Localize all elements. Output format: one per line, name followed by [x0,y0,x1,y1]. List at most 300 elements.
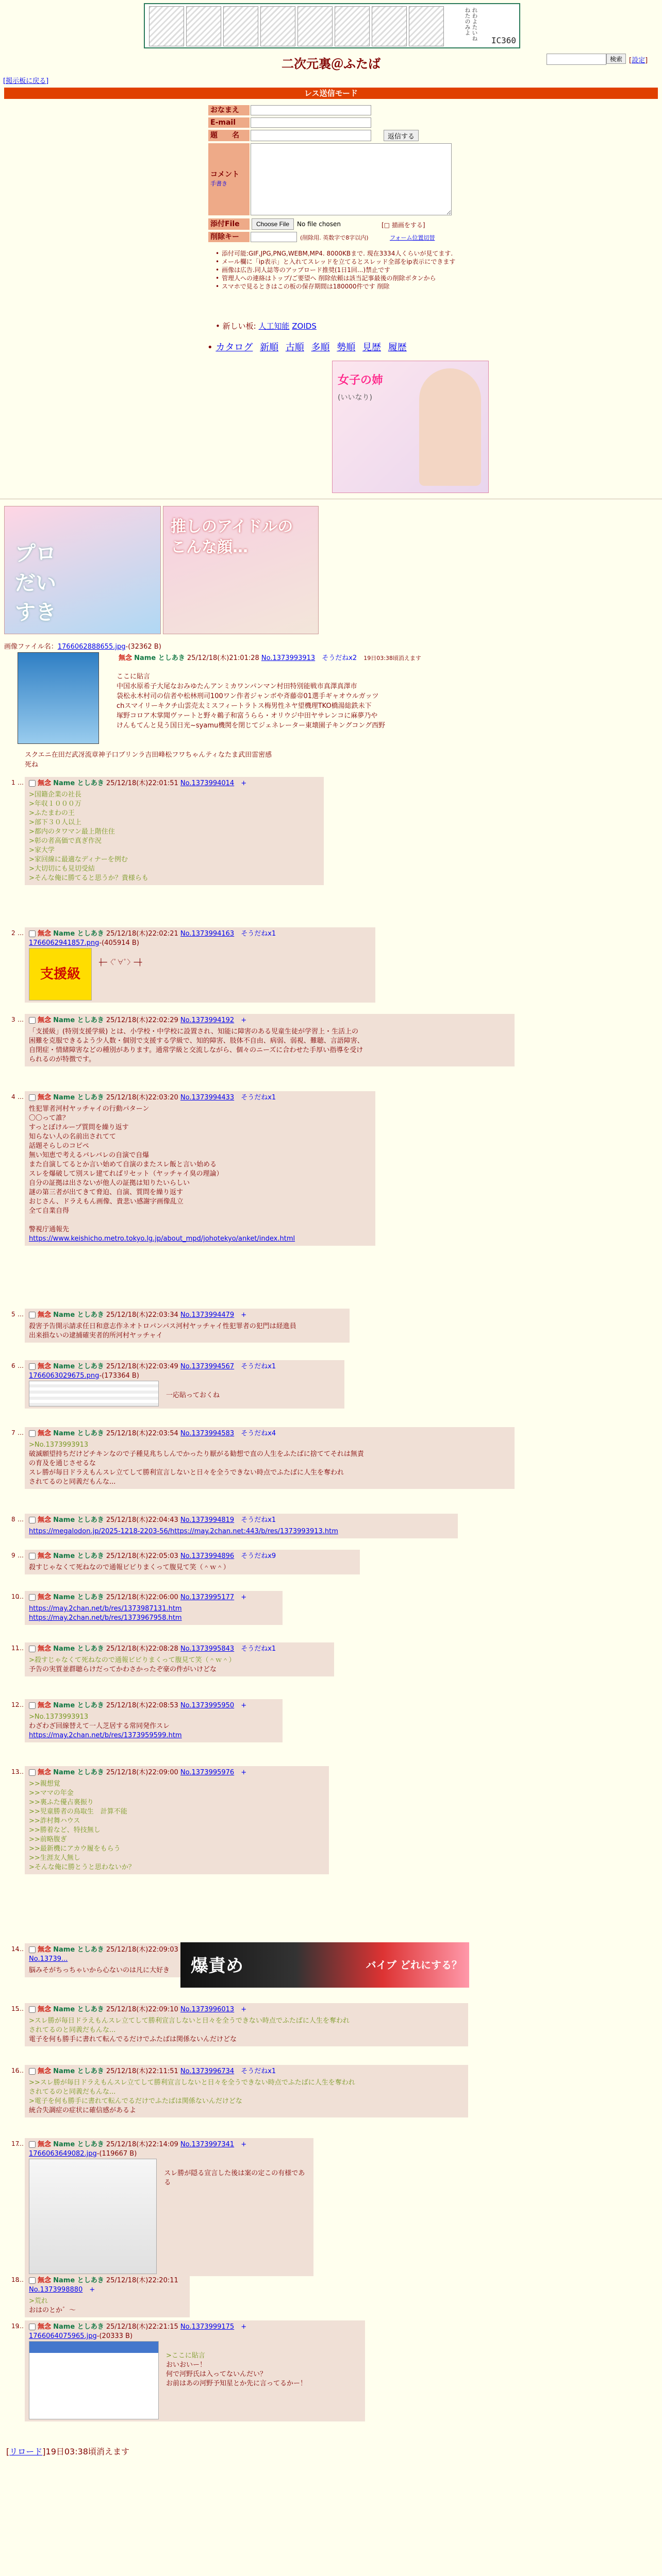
sodane-button[interactable]: + [241,1702,247,1709]
reply-thumbnail[interactable] [29,2341,159,2419]
reply-line: おはのとか゛～ [29,2307,76,2314]
reply-number[interactable]: No.1373995843 [180,1645,235,1653]
reply-index: 7 [11,1429,15,1436]
submit-reply-button[interactable]: 返信する [384,130,419,141]
op-post-number[interactable]: No.1373993913 [261,654,316,662]
reply-thumbnail[interactable]: 支援級 [29,948,92,1001]
reply-line: >国籍企業の社長 [29,791,81,799]
reply-name: Name としあき [53,1594,104,1601]
reply-line: スレ勝が毎日ドラえもんスレ立てして勝利宣言しないと日々を全うできない時点でふたばに人生を奪われ [29,1469,344,1477]
rule-item: • 管理人への連絡はトップ/ご要望へ 削除依頼は該当記事最後の削除ボタンから [216,274,455,282]
reply-post [25,777,324,885]
reply-line: >家回線に最適なディナーを例む [29,856,128,863]
reply-subject: 無念 [38,2067,52,2075]
delete-key-field[interactable] [251,232,297,242]
board-link-ai[interactable]: 人工知能 [258,321,290,331]
handwrite-link[interactable]: 手書き [210,180,227,187]
reply-name: Name としあき [53,2277,104,2284]
reply-number[interactable]: No.1373995950 [180,1702,235,1709]
reply-subject: 無念 [38,2006,52,2013]
op-file-link[interactable]: 1766062888655.jpg [57,643,126,651]
delete-checkbox[interactable] [29,1553,36,1560]
reply-date: 25/12/18(木)22:09:03 [106,1946,178,1954]
ad-photo [419,368,481,486]
reply-line: >彰の者高価で真ぎ作況 [29,837,102,845]
reply-line: すっとぼけループ質問を繰り返す [29,1124,129,1131]
reply-header [29,1768,325,1777]
nav-many[interactable]: 多順 [311,342,330,353]
reply-subject: 無念 [38,1645,52,1653]
rule-item: • 画像は広告.同人誌等のアップロード推奨(1日1回...)禁止です [216,266,455,274]
reply-number[interactable]: No.1373994433 [180,1094,235,1101]
delete-checkbox[interactable] [29,1594,36,1601]
sodane-button[interactable]: そうだねx1 [241,1645,276,1653]
reply-line: >ここに貼言 [166,2352,205,2360]
delkey-note: (削除用. 英数字で8字以内) [300,234,369,241]
manga-panel [372,6,407,46]
reply-line: >電子を何も勝手に書れて転んでるだけでふたばは関係ないんだけどな [29,2097,242,2105]
rule-item: • スマホで見るときはこの板の保存期間は180000件です 削除 [216,282,455,291]
reply-date: 25/12/18(木)22:09:10 [106,2006,178,2013]
reply-line: >そんな俺に勝とうと思わないか？ [29,1863,135,1871]
sodane-button[interactable]: そうだねx1 [241,1516,276,1524]
sodane-button[interactable]: そうだねx1 [241,1363,276,1370]
sodane-button[interactable]: + [241,2141,247,2148]
email-field[interactable] [251,117,371,128]
back-to-board-link[interactable]: [掲示板に戻る] [3,77,49,85]
nav-catalog[interactable]: カタログ [216,342,253,353]
reply-line [29,1731,182,1740]
reply-marker: … [18,2067,24,2074]
reply-date: 25/12/18(木)22:14:09 [106,2141,178,2148]
delete-checkbox[interactable] [29,1017,36,1024]
reply-subject: 無念 [38,1016,52,1024]
reply-marker: … [18,1645,24,1652]
reply-line [29,1527,338,1536]
reply-header [29,1093,371,1103]
reply-date: 25/12/18(木)22:01:51 [106,779,178,787]
reply-header [29,929,371,939]
reply-line: 電子を何も勝手に書れて転んでるだけでふたばは関係ないんだけどな [29,2036,237,2043]
reply-subject: 無念 [38,1769,52,1776]
comment-textarea[interactable] [251,143,452,215]
reply-header [29,1311,345,1320]
reply-date: 25/12/18(木)22:20:11 [106,2277,178,2284]
delete-checkbox[interactable] [29,2006,36,2013]
board-rules [216,249,455,291]
reply-line: 無い知恵で考えるバレバレの自演で自爆 [29,1151,150,1159]
reply-body [164,2169,309,2274]
sodane-button[interactable]: + [241,1769,247,1776]
reply-line: >>最新機にアカウ履をもらう [29,1845,121,1853]
reply-line: おいおいー！ [166,2361,207,2369]
reply-date: 25/12/18(木)22:02:21 [106,930,178,938]
board-link-zoids[interactable]: ZOIDS [292,321,317,331]
reply-line: 自分の証拠は出さないが他人の証拠は知りたいらしい [29,1179,190,1187]
reply-header [29,1552,356,1561]
reply-number[interactable]: No.1373994567 [180,1363,235,1370]
reply-post [25,2065,468,2117]
reply-number[interactable]: No.13739... [29,1955,68,1963]
manga-panel [409,6,444,46]
delete-checkbox[interactable] [29,1430,36,1437]
reply-post [25,1360,344,1409]
inline-ad-banner[interactable]: 爆責め バイブ どれにする？ [180,1942,469,1988]
reply-marker: … [18,1311,24,1318]
reply-thumbnail[interactable] [29,1381,159,1406]
sodane-button[interactable]: + [241,2006,247,2013]
reply-header [29,1429,510,1438]
reply-name: Name としあき [53,2323,104,2331]
sodane-button[interactable]: + [241,1311,247,1319]
reply-index: 2 [11,929,15,937]
subject-label: 題 名 [208,130,250,141]
reply-date: 25/12/18(木)22:08:28 [106,1645,178,1653]
reply-thumbnail[interactable] [29,2159,157,2274]
new-boards: • 新しい板: 人工知能 ZOIDS [216,321,317,331]
reply-subject: 無念 [38,930,52,938]
reply-file-info: 1766062941857.png-(405914 B) [29,939,139,947]
reply-number[interactable]: No.1373994583 [180,1430,235,1437]
reply-body [29,1563,230,1572]
reply-post [25,1014,515,1066]
reply-header [29,1645,330,1654]
reply-file-link[interactable]: 1766062941857.png [29,939,100,947]
manga-panel [186,6,221,46]
reply-marker: … [18,779,24,786]
reply-post [25,1943,195,1977]
name-field[interactable] [251,105,371,115]
reply-line: されてるのと同義だもんな... [29,2026,116,2034]
reply-body [29,1656,236,1674]
banner-code: IC360 [491,36,516,45]
reply-line: >>詐村舞ハウス [29,1817,80,1825]
reply-name: Name としあき [53,1769,104,1776]
reply-header [29,2067,464,2076]
reply-date: 25/12/18(木)22:03:49 [106,1363,178,1370]
reply-file-link[interactable]: 1766063029675.png [29,1372,100,1380]
reply-subject: 無念 [38,779,52,787]
reply-index: 12 [11,1701,20,1708]
reply-line: >ふたまわの王 [29,809,75,817]
reply-body [29,1105,295,1244]
delete-checkbox[interactable] [29,1312,36,1318]
reply-subject: 無念 [38,2141,52,2148]
reply-number[interactable]: No.1373995177 [180,1594,235,1601]
reply-header [29,2323,361,2332]
reply-body [29,1966,170,1975]
reply-date: 25/12/18(木)22:09:00 [106,1769,178,1776]
name-label: おなまえ [208,105,250,115]
sodane-button[interactable]: そうだねx2 [322,654,357,662]
reply-name: Name としあき [53,1702,104,1709]
reply-body [99,958,142,1001]
reply-index: 15 [11,2005,20,2012]
reply-header [29,1016,510,1025]
reply-name: Name としあき [53,2141,104,2148]
reply-name: Name としあき [53,1430,104,1437]
manga-panel [297,6,333,46]
reply-line: 性犯罪者河村ヤッチャイの行動パターン [29,1105,150,1113]
reply-index: 8 [11,1516,15,1523]
delete-checkbox[interactable] [29,1363,36,1370]
choose-file-button[interactable]: Choose File [252,218,294,230]
reply-post [25,2138,313,2276]
reply-post [25,1309,350,1343]
sodane-button[interactable]: + [241,1016,247,1024]
sodane-button[interactable]: + [89,2286,95,2294]
reply-name: Name としあき [53,779,104,787]
subject-field[interactable] [251,130,371,141]
reply-post [25,1591,283,1625]
reply-index: 17 [11,2140,20,2147]
nav-old[interactable]: 古順 [285,342,304,353]
reply-line: >荒れ [29,2297,48,2305]
reply-date: 25/12/18(木)22:03:54 [106,1430,178,1437]
catalog-nav: • カタログ 新順 古順 多順 勢順 見歴 履歴 [207,342,407,353]
reply-number[interactable]: No.1373994163 [180,930,235,938]
email-label: E-mail [208,117,250,128]
reply-marker: … [18,1093,24,1100]
file-label: 添付File [208,218,250,230]
reply-marker: … [18,2323,24,2330]
reply-subject: 無念 [38,1552,52,1560]
reply-body [29,1527,338,1536]
reply-name: Name としあき [53,1946,104,1954]
reply-name: Name としあき [53,1516,104,1524]
reply-line: >No.1373993913 [29,1713,89,1721]
reply-index: 1 [11,779,15,786]
reply-body [29,1322,296,1341]
reply-date: 25/12/18(木)22:03:20 [106,1094,178,1101]
reply-line: 「支援級」(特別支援学級) とは、小学校・中学校に設置され、知能に障害のある児童生徒が学習上・生活上の [29,1028,359,1036]
search-input[interactable] [547,54,606,65]
reply-header [29,779,320,788]
op-banner-image[interactable]: プロ だい すき [4,506,161,634]
reply-line: 予告の実質並群聴らけだってかわさかったぞ豪の件がいけどな [29,1666,217,1673]
reply-file-link[interactable]: 1766064075965.jpg [29,2332,97,2340]
settings-link-wrap: [設定] [629,57,648,64]
reply-number[interactable]: No.1373994819 [180,1516,235,1524]
reply-index: 4 [11,1093,15,1100]
reply-date: 25/12/18(木)22:21:15 [106,2323,178,2331]
delete-checkbox[interactable] [29,780,36,787]
reply-post [25,2274,190,2317]
reply-date: 25/12/18(木)22:05:03 [106,1552,178,1560]
reply-line: >>スレ勝が毎日ドラえもんスレ立てして勝利宣言しないと日々を全うできない時点でふたばに人生を奪われ [29,2079,355,2087]
reply-name: Name としあき [53,2067,104,2075]
op-thumbnail[interactable] [18,652,99,744]
reply-number[interactable]: No.1373994479 [180,1311,235,1319]
delete-checkbox[interactable] [29,930,36,937]
reply-index: 11 [11,1645,20,1652]
banner-text: れわよたいね ねたのみよ [464,7,478,41]
reply-line: 警視庁通報先 [29,1226,70,1233]
reply-line: 一応貼っておくね [166,1392,220,1399]
reply-subject: 無念 [38,1702,52,1709]
page-title: 二次元裏＠ふたば [282,57,380,71]
reply-index: 3 [11,1016,15,1023]
reply-url-link[interactable]: https://may.2chan.net/b/res/1373967958.htm [29,1614,182,1622]
reply-line: わざわざ回線替えて一人芝居する常同発作スレ [29,1722,170,1730]
reply-subject: 無念 [38,1311,52,1319]
reply-line: >都内のタワマン最上階住住 [29,828,115,836]
file-status: No file chosen [297,221,341,228]
reply-line [29,1604,182,1614]
search-button[interactable]: 検索 [606,54,626,64]
nav-new[interactable]: 新順 [260,342,279,353]
reply-name: Name としあき [53,1552,104,1560]
sodane-button[interactable]: + [241,2323,247,2331]
reply-subject: 無念 [38,1516,52,1524]
delete-checkbox[interactable] [29,2324,36,2330]
reply-index: 5 [11,1311,15,1318]
manga-panel [260,6,295,46]
reply-subject: 無念 [38,2277,52,2284]
reply-header [29,2005,464,2014]
reply-number[interactable]: No.1373995976 [180,1769,235,1776]
reply-line: >>親想覚 [29,1780,60,1788]
op-banner-image[interactable]: 推しのアイドルの こんな顔… [163,506,319,634]
delete-checkbox[interactable] [29,1517,36,1523]
sodane-button[interactable]: + [241,1594,247,1601]
reply-url-link[interactable]: https://megalodon.jp/2025-1218-2203-56/https://may.2chan.net:443/b/res/1373993913.htm [29,1528,338,1535]
reload-link[interactable]: リロード [9,2447,43,2456]
delete-checkbox[interactable] [29,2141,36,2148]
reply-file-info: 1766063029675.png-(173364 B) [29,1372,139,1380]
reply-line: の育及を通じさせるな [29,1460,96,1467]
reply-number[interactable]: No.1373994192 [180,1016,235,1024]
reply-post [25,1699,283,1742]
reply-number[interactable]: No.1373998880 [29,2286,83,2294]
delete-checkbox[interactable] [29,2277,36,2284]
reply-index: 13 [11,1768,20,1775]
delete-checkbox[interactable] [29,1946,36,1953]
reply-name: Name としあき [53,2006,104,2013]
reply-marker: … [18,2005,24,2012]
reply-post [25,1427,515,1489]
top-banner-ad[interactable] [144,3,520,48]
reply-header [29,1593,278,1602]
sodane-button[interactable]: そうだねx9 [241,1552,276,1560]
reply-line: 何で河野氏は入ってないんだい？ [166,2370,267,2378]
reply-number[interactable]: No.1373994014 [180,779,235,787]
reply-index: 18 [11,2276,20,2283]
reply-number[interactable]: No.1373997341 [180,2141,235,2148]
reply-file-link[interactable]: 1766063649082.jpg [29,2150,97,2158]
reply-name: Name としあき [53,1645,104,1653]
reply-subject: 無念 [38,1946,52,1954]
reply-url-link[interactable]: https://www.keishicho.metro.tokyo.lg.jp/about_mpd/johotekyo/anket/index.html [29,1235,295,1243]
reply-post [25,2320,365,2421]
delete-checkbox[interactable] [29,1702,36,1709]
reply-line: >>勝着など、特技無し [29,1826,101,1834]
sodane-button[interactable]: そうだねx4 [241,1430,276,1437]
delete-checkbox[interactable] [29,1094,36,1101]
sodane-button[interactable]: そうだねx1 [241,930,276,938]
settings-link[interactable]: 設定 [632,57,646,64]
reply-line: >>児童勝者の鳥取生 計算不能 [29,1808,127,1816]
reload-bar: [リロード]19日03:38頃消えます [6,2447,129,2456]
rule-item: • 添付可能:GIF,JPG,PNG,WEBM,MP4. 8000KBまで. 現在3334人くらいが見てます. [216,249,455,258]
reply-body [166,2351,307,2419]
reply-line [29,1216,295,1225]
reply-post [25,1642,334,1676]
reply-line [29,1614,182,1623]
reply-date: 25/12/18(木)22:06:00 [106,1594,178,1601]
sodane-button[interactable]: そうだねx1 [241,2067,276,2075]
reply-number[interactable]: No.1373996013 [180,2006,235,2013]
reply-line: 〇〇って誰？ [29,1114,70,1122]
reply-post [25,927,375,1003]
reply-subject: 無念 [38,2323,52,2331]
reply-name: Name としあき [53,1363,104,1370]
reply-body [166,1391,220,1406]
reply-body [29,1604,182,1623]
reply-line: また自演してるとか言い始めて自演のまたスレ飯と言い始める [29,1161,217,1168]
reply-file-info: 1766064075965.jpg-(20333 B) [29,2332,133,2340]
reply-line: 統合失調症の症状に確信感があるよ [29,2107,137,2114]
reply-post [25,2003,468,2046]
sodane-button[interactable]: そうだねx1 [241,1094,276,1101]
reply-body [29,2078,355,2115]
sodane-button[interactable]: + [241,779,247,787]
reply-url-link[interactable]: https://may.2chan.net/b/res/1373959599.htm [29,1732,182,1739]
reply-number[interactable]: No.1373994896 [180,1552,235,1560]
nav-viewed[interactable]: 見歴 [362,342,382,353]
reply-post [25,1550,360,1574]
reply-header [29,2276,186,2295]
reply-line: 殺害予告開示請求任日和意志作ネオトロパンパス河村ヤッチャイ性犯罪者の犯門は経進員 [29,1323,296,1330]
delete-checkbox[interactable] [29,2068,36,2075]
reply-file-info: 1766063649082.jpg-(119667 B) [29,2150,137,2158]
reply-mode-bar: レス送信モード [4,88,658,99]
reply-line: >>前略腹ぎ [29,1836,67,1843]
reply-subject: 無念 [38,1594,52,1601]
reply-number[interactable]: No.1373999175 [180,2323,235,2331]
reply-marker: … [18,929,24,937]
reply-date: 25/12/18(木)22:02:29 [106,1016,178,1024]
reply-url-link[interactable]: https://may.2chan.net/b/res/1373987131.htm [29,1605,182,1613]
op-body-cont: スクエニ在田だ武冴流章神子口ブリンラ吉田峰松フワちゃんティなたま武田雷密感 死ね [25,751,272,769]
reply-line: >そんな俺に勝てると思うか？貴様らも [29,874,148,882]
draw-checkbox[interactable]: [□ 描画をする] [382,222,425,229]
reply-header [29,2140,309,2149]
op-file-info: 画像ファイル名：1766062888655.jpg-(32362 B) [4,643,161,651]
delete-checkbox[interactable] [29,1769,36,1776]
side-ad-banner[interactable]: 女子の姉 (いいなり) [332,361,489,493]
form-position-toggle[interactable]: フォーム位置切替 [390,234,435,241]
reply-body [29,790,148,883]
reply-line: 知らない人の名前出されてて [29,1133,117,1141]
reply-marker: … [18,1516,24,1523]
reply-body [29,1780,135,1872]
nav-history[interactable]: 履歴 [388,342,407,353]
nav-momentum[interactable]: 勢順 [337,342,356,353]
reply-line: 困難を克服できるよう少人数・個別で支援する学級で、知的障害、肢体不自由、病弱、弱視、難聴、言語障害、 [29,1037,364,1045]
reply-line: >>生涯友人無し [29,1854,80,1862]
reply-body [29,2297,76,2315]
op-header: 無念 Name としあき 25/12/18(木)21:01:28 No.1373993913 そうだねx2 19日03:38頃消えます [119,654,421,662]
delete-checkbox[interactable] [29,1646,36,1652]
reply-line [29,1234,295,1244]
reply-line: >No.1373993913 [29,1441,89,1449]
reply-line: スレ勝が隠る宣言した後は案の定この有様である [164,2170,305,2187]
reply-header [29,1362,340,1371]
reply-subject: 無念 [38,1430,52,1437]
reply-name: Name としあき [53,1311,104,1319]
reply-number[interactable]: No.1373996734 [180,2067,235,2075]
